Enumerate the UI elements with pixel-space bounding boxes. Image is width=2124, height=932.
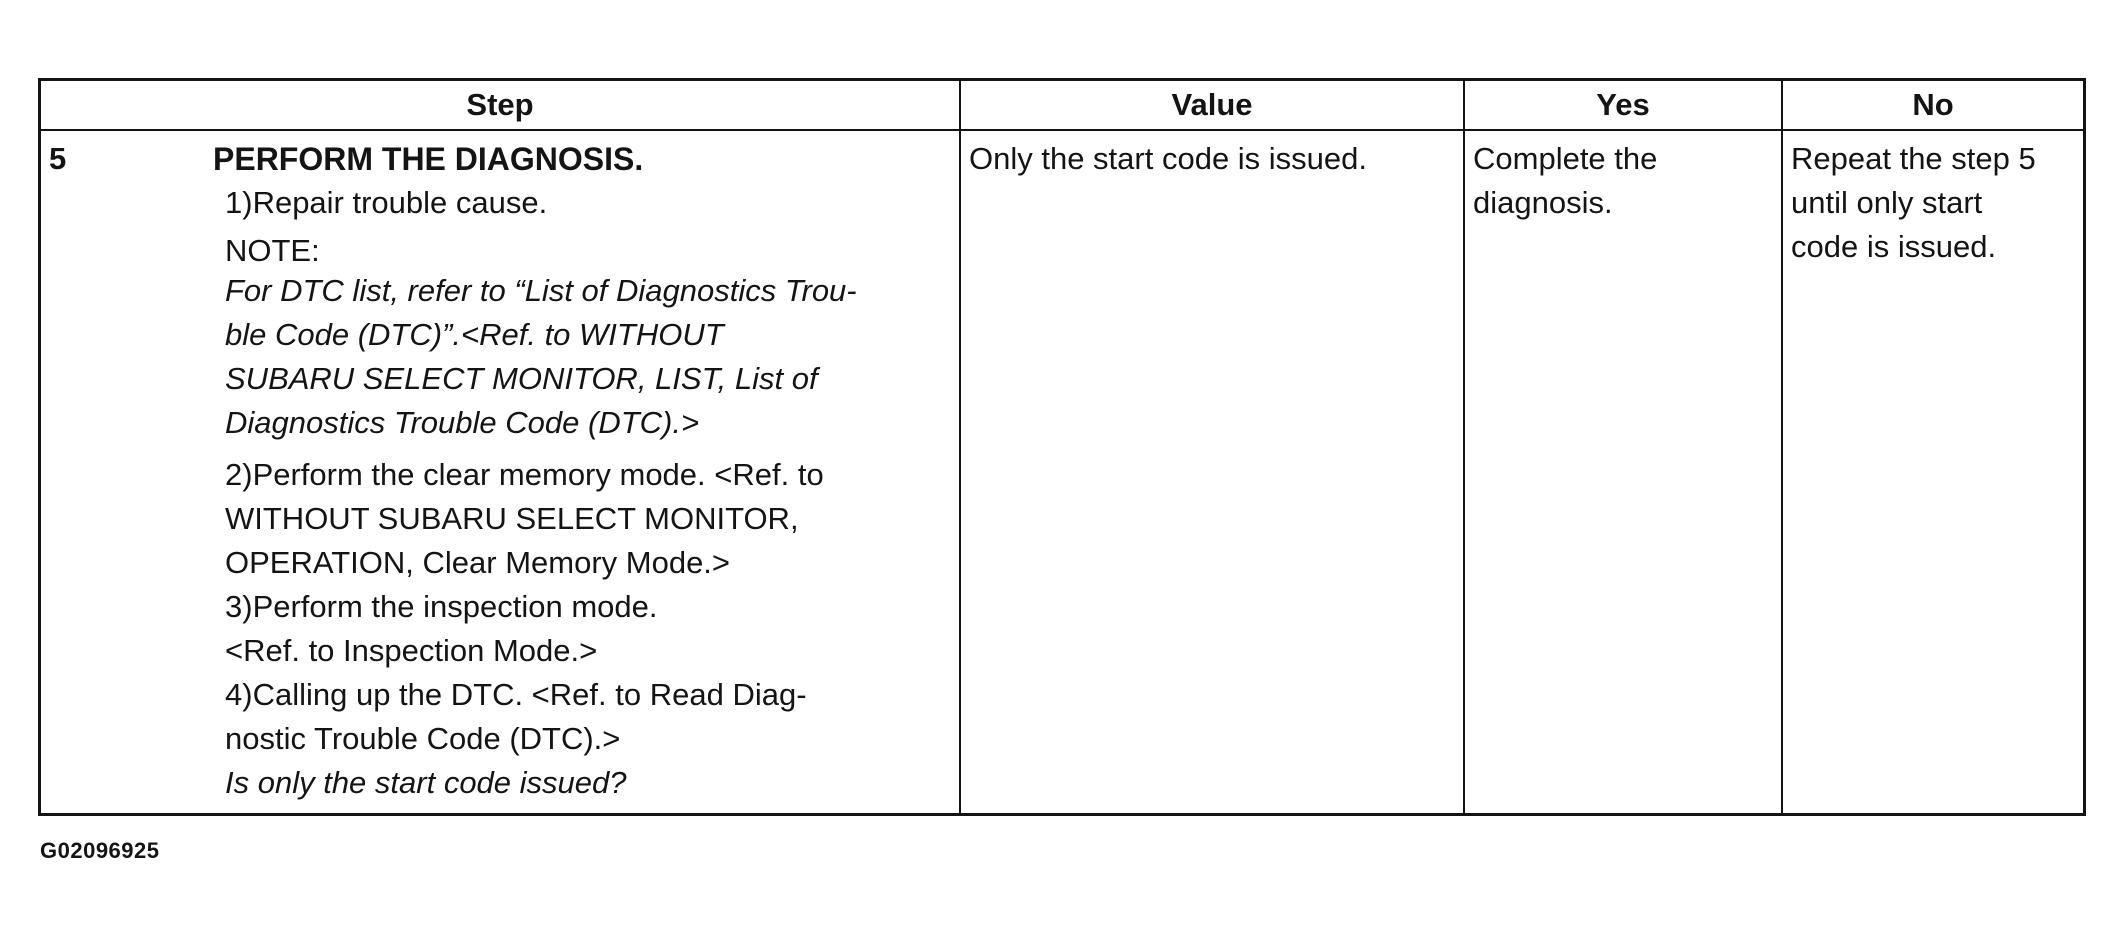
instruction-line: nostic Trouble Code (DTC).> xyxy=(225,721,621,756)
header-no: No xyxy=(1912,87,1954,122)
note-line: For DTC list, refer to “List of Diagnostics Trou- xyxy=(225,273,857,308)
step-number: 5 xyxy=(49,141,67,176)
note-line: SUBARU SELECT MONITOR, LIST, List of xyxy=(225,361,818,396)
instruction-line: 2)Perform the clear memory mode. <Ref. to xyxy=(225,457,824,492)
header-value: Value xyxy=(1171,87,1253,122)
no-line: Repeat the step 5 xyxy=(1791,141,2036,176)
step-title: PERFORM THE DIAGNOSIS. xyxy=(213,141,644,177)
instruction-line: 4)Calling up the DTC. <Ref. to Read Diag- xyxy=(225,677,807,712)
instruction-line: 3)Perform the inspection mode. xyxy=(225,589,658,624)
note-line: Diagnostics Trouble Code (DTC).> xyxy=(225,405,700,440)
header-yes: Yes xyxy=(1596,87,1650,122)
step-instructions xyxy=(213,137,1003,805)
no-line: code is issued. xyxy=(1791,229,1997,264)
yes-cell xyxy=(1473,137,1773,225)
instruction-line: 1)Repair trouble cause. xyxy=(225,185,548,220)
note-label: NOTE: xyxy=(225,233,320,268)
instruction-line: <Ref. to Inspection Mode.> xyxy=(225,633,598,668)
instruction-line: WITHOUT SUBARU SELECT MONITOR, xyxy=(225,501,799,536)
note-line: ble Code (DTC)”.<Ref. to WITHOUT xyxy=(225,317,724,352)
yes-line: Complete the xyxy=(1473,141,1658,176)
no-line: until only start xyxy=(1791,185,1983,220)
table-header-row xyxy=(41,81,2083,131)
figure-id: G02096925 xyxy=(40,838,160,863)
header-step: Step xyxy=(466,87,534,122)
value-line: Only the start code is issued. xyxy=(969,141,1368,176)
yes-line: diagnosis. xyxy=(1473,185,1613,220)
no-cell xyxy=(1791,137,2083,269)
instruction-line: OPERATION, Clear Memory Mode.> xyxy=(225,545,731,580)
value-cell xyxy=(969,137,1459,181)
column-divider xyxy=(1781,81,1783,813)
question-line: Is only the start code issued? xyxy=(225,765,627,800)
diagnosis-table xyxy=(38,78,2086,816)
column-divider xyxy=(1463,81,1465,813)
